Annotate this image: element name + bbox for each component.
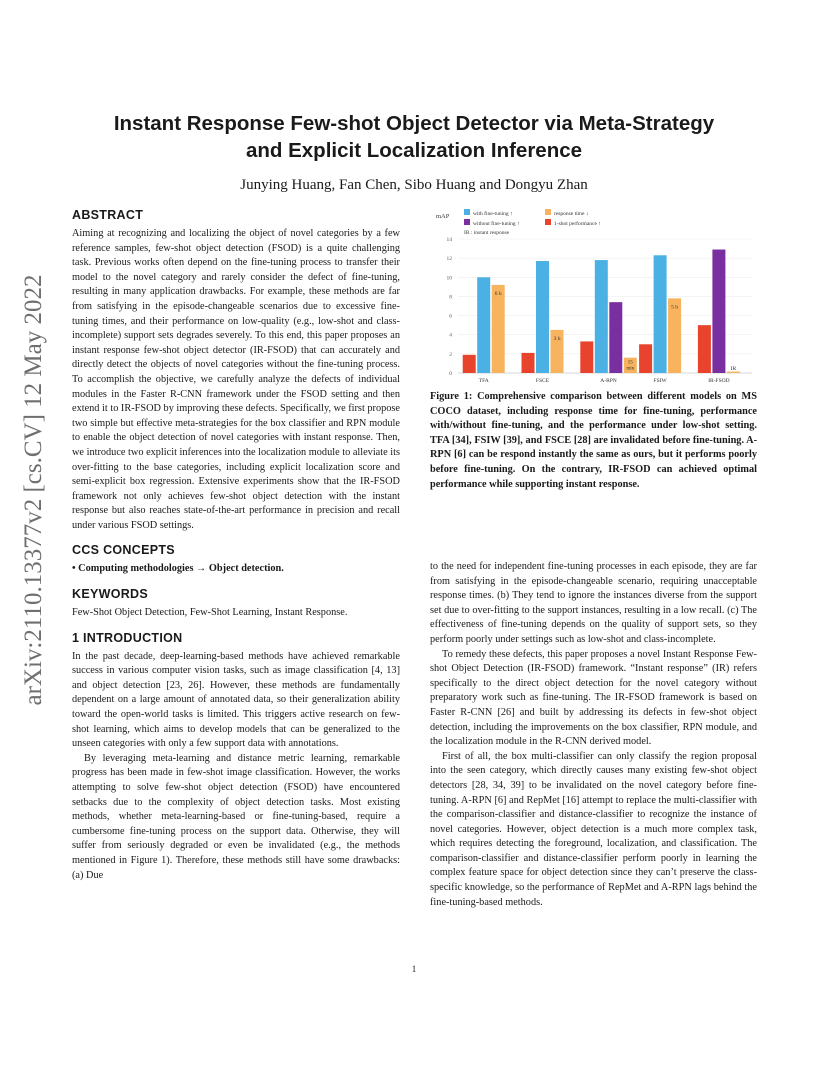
arxiv-identifier: arXiv:2110.13377v2 [cs.CV] 12 May 2022 <box>20 274 47 706</box>
bar-tfa-response-time <box>492 285 505 373</box>
ccs-concept: • Computing methodologies → Object detection. <box>72 563 284 575</box>
y-tick-label: 0 <box>449 371 452 377</box>
title-line-2: and Explicit Localization Inference <box>245 139 583 162</box>
x-tick-label: A-RPN <box>600 378 617 384</box>
legend-swatch-without-ft <box>464 219 470 225</box>
intro-heading: 1 INTRODUCTION <box>72 630 183 645</box>
legend-without-ft: without fine-tuning ↑ <box>473 221 520 227</box>
x-tick-label: TFA <box>478 378 489 384</box>
bar-label: 15 <box>627 360 633 366</box>
figure-caption: Figure 1: Comprehensive comparison between different models on MS COCO dataset, including response time for fine-tuning, performance with/without fine-tuning, and the performance under low-shot setting. TFA [34], FSIW [39], and FSCE [28] are invalidated before fine-tuning. A-RPN [6] can be respond instantly the same as ours, but it performs poorly before fine-tuning. On the contrary, IR-FSOD can achieved optimal performance while supporting instant response. <box>430 391 757 490</box>
bar-label: 5 h <box>671 304 679 311</box>
bar-label: 6 h <box>494 290 502 297</box>
intro-paragraph-2: By leveraging meta-learning and distance metric learning, remarkable progress has been made in few-shot image classification. However, the works attempting to solve few-shot object detection (FSOD) have encountered setbacks due to the complexity of object detection tasks. Most existing methods, whether meta-learning-based or fine-tuning-based, require a cumbersome fine-tuning process on the support data. Otherwise, they will suffer from seriously degraded or even be invalidated (e.g., the methods mentioned in Figure 1). Therefore, these methods still have some drawbacks: (a) Due <box>72 752 400 881</box>
x-tick-label: FSIW <box>653 378 667 384</box>
bar-label: min <box>626 366 635 372</box>
x-tick-label: IR-FSOD <box>708 378 730 384</box>
ccs-text <box>72 562 400 577</box>
y-tick-label: 4 <box>449 332 452 339</box>
y-tick-label: 14 <box>446 237 452 243</box>
legend-swatch-response <box>545 209 551 215</box>
title-line-1: Instant Response Few-shot Object Detector via Meta-Strategy <box>113 112 715 135</box>
y-tick-label: 2 <box>449 351 452 358</box>
intro-paragraph-3: to the need for independent fine-tuning processes in each episode, they are far from satisfying in the episode-changeable scenario, requiring unacceptable response times. (b) They tend to ignore the instances diverse from the support set due to over-fitting to the support instances, resulting in a low recall. (c) The effectiveness of fine-tuning depends on the quality of support sets, so they perform poorly under settings such as low-shot and class-incomplete. <box>430 561 757 645</box>
bar-tfa-1-shot-performance <box>463 355 476 373</box>
bar-fsce-with-fine-tuning <box>536 261 549 373</box>
bar-fsiw-1-shot-performance <box>639 344 652 373</box>
figure-1 <box>430 205 757 387</box>
bar-a-rpn-1-shot-performance <box>580 341 593 373</box>
y-tick-label: 8 <box>449 294 452 301</box>
bar-chart <box>430 205 757 387</box>
legend-ir-note: IR : instant response <box>464 230 510 236</box>
ccs-heading: CCS CONCEPTS <box>72 543 175 558</box>
keywords-text: Few-Shot Object Detection, Few-Shot Learning, Instant Response. <box>72 607 348 619</box>
paper-title <box>70 110 758 164</box>
legend-swatch-with-ft <box>464 209 470 215</box>
intro-paragraph-4: To remedy these defects, this paper proposes a novel Instant Response Few-shot Object Detection (IR-FSOD) framework. “Instant response” (IR) refers specifically to the direct object detection for the novel category without preparatory work such as fine-tuning. The IR-FSOD framework is based on Faster R-CNN [26] and built by addressing its defects in few-shot object detection, including the improvements on the box classifier, RPN module, and the localization module in the R-CNN derived model. <box>430 648 757 748</box>
left-column <box>72 207 400 883</box>
bar-tfa-with-fine-tuning <box>477 277 490 373</box>
bar-fsiw-with-fine-tuning <box>654 255 667 373</box>
abstract-text: Aiming at recognizing and localizing the object of novel categories by a few reference samples, few-shot object detection (FSOD) is a quite challenging task. Previous works often depend on the fine-tuning process to transfer their model to the novel category and rarely consider the defect of fine-tuning, resulting in many application drawbacks. For example, these methods are far from satisfying in the episode-changeable scenarios due to excessive fine-tuning times, and their performance on low-quality (e.g., low-shot and class-incomplete) support sets degrades severely. To this end, this paper proposes an instant response few-shot object detector (IR-FSOD) that can accurately and directly detect the objects of novel categories without the fine-tuning process. To accomplish the objective, we carefully analyze the defects of individual modules in the Faster R-CNN framework under the FSOD setting and then extend it to IR-FSOD by improving these defects. Specifically, we first propose two simple but effective meta-strategies for the box classifier and RPN module to enable the object detection of novel categories with instant response. Then, we introduce two explicit inferences into the localization module to alleviate its over-fitting to the base categories, including explicit localization score and semi-explicit box regression. Extensive experiments show that the IR-FSOD framework not only achieves few-shot object detection with the instant response but also reaches state-of-the-art performance in precision and recall under various FSOD settings. <box>72 228 400 531</box>
bar-ir-fsod-without-fine-tuning <box>712 250 725 373</box>
authors: Junying Huang, Fan Chen, Sibo Huang and Dongyu Zhan <box>240 177 588 193</box>
bar-label: IR <box>730 366 737 372</box>
intro-paragraph-1: In the past decade, deep-learning-based methods have achieved remarkable success in various computer vision tasks, such as image classification [4, 13] and object detection [23, 26]. However, these methods are fundamentally dependent on a large amount of annotated data, so their generalization ability toward the open-world tasks is limited. This triggers active research on few-shot learning, which aims to develop models that can be generalized to the unseen categories with only a few support data with annotations. <box>72 650 400 750</box>
y-axis-label: mAP <box>436 213 450 220</box>
keywords-heading: KEYWORDS <box>72 587 149 602</box>
legend <box>464 209 601 236</box>
legend-with-ft: with fine-tuning ↑ <box>473 211 513 217</box>
legend-response: response time ↓ <box>554 211 589 217</box>
intro-paragraph-5: First of all, the box multi-classifier can only classify the region proposal into the seen category, which directly causes many existing few-shot object detectors [28, 34, 39] to be invalidated on the novel category before fine-tuning. A-RPN [6] and RepMet [16] attempt to replace the multi-classifier with the comparison-classifier and distance-classifier to recognize the instance of novel categories. However, object detection is a much more complex task, which requires detecting the foreground, localization, and classification. The comparison-classifier and distance-classifier perform poorly in learning the complex feature space for object detection since they can’t preserve the class-specific knowledge, so the performance of RepMet and A-RPN lags behind the fine-tuning-based methods. <box>430 750 757 908</box>
legend-swatch-oneshot <box>545 219 551 225</box>
y-tick-label: 6 <box>449 313 452 320</box>
bar-ir-fsod-1-shot-performance <box>698 325 711 373</box>
right-column <box>430 560 757 910</box>
x-tick-label: FSCE <box>535 378 550 384</box>
page-number: 1 <box>411 964 417 974</box>
bar-label: 3 h <box>553 335 561 342</box>
bar-a-rpn-with-fine-tuning <box>595 260 608 373</box>
bar-fsce-1-shot-performance <box>522 353 535 373</box>
legend-oneshot: 1-shot performance ↑ <box>554 221 602 227</box>
y-tick-label: 12 <box>446 256 452 263</box>
abstract-heading: ABSTRACT <box>72 208 144 222</box>
bar-a-rpn-without-fine-tuning <box>609 302 622 373</box>
y-tick-label: 10 <box>446 275 452 282</box>
